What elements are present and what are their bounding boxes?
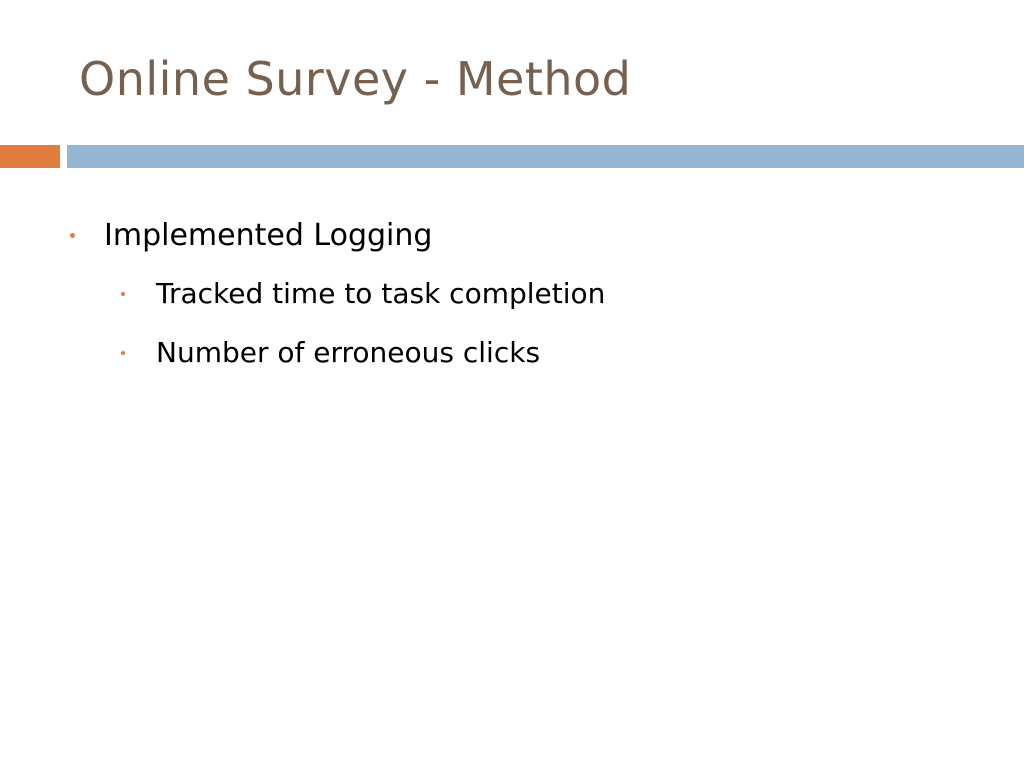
bullet-text: Implemented Logging [104,218,433,253]
bullet-dot-icon [70,233,75,238]
slide-title: Online Survey - Method [79,52,632,106]
bullet-dot-icon [121,351,125,355]
bullet-dot-icon [121,292,125,296]
bullet-text: Tracked time to task completion [156,277,606,310]
orange-accent-bar [0,145,60,168]
bullet-item-level2 [121,336,540,369]
bullet-item-level2 [121,277,605,310]
bullet-text: Number of erroneous clicks [156,336,541,369]
bullet-item-level1 [70,218,432,253]
blue-divider-bar [67,145,1024,168]
